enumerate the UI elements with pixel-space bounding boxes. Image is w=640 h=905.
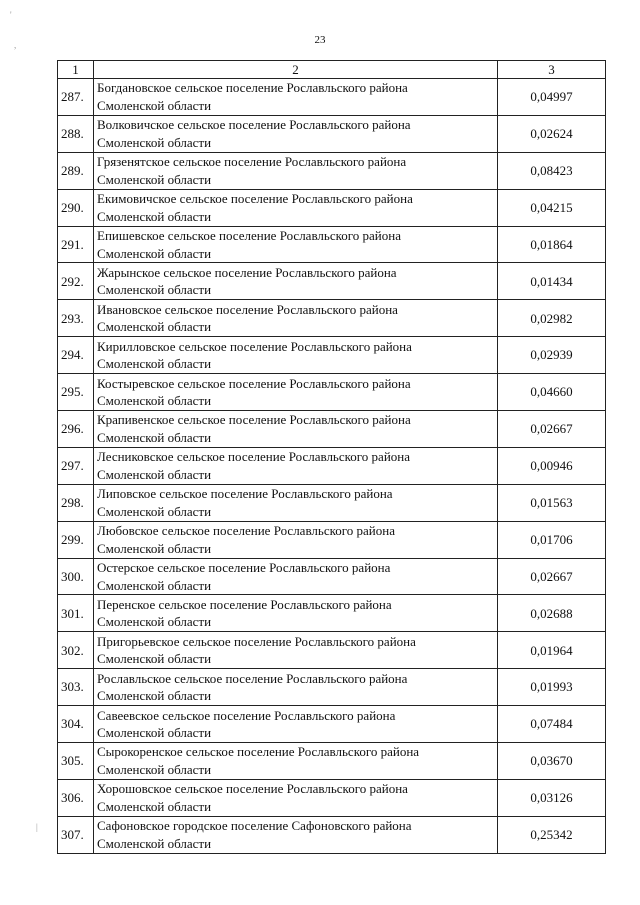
coefficient-value: 0,02667 [498, 558, 606, 595]
settlement-name-cell [94, 779, 498, 816]
settlement-name-cell [94, 411, 498, 448]
settlement-name-cell [94, 669, 498, 706]
settlement-name-line1: Савеевское сельское поселение Рославльского района [97, 707, 396, 723]
table-body [58, 79, 606, 854]
settlement-name-line1: Епишевское сельское поселение Рославльского района [97, 228, 401, 243]
settlement-name-line2: Смоленской области [97, 171, 212, 187]
row-number: 291. [58, 226, 94, 263]
coefficient-value: 0,03670 [498, 743, 606, 780]
coefficient-value: 0,02667 [498, 411, 606, 448]
settlement-name-cell [94, 706, 498, 743]
coefficient-value: 0,25342 [498, 816, 606, 853]
margin-mark: ' [10, 10, 12, 20]
table-row [58, 743, 606, 780]
table-row [58, 706, 606, 743]
row-number: 302. [58, 632, 94, 669]
settlement-name-cell [94, 595, 498, 632]
margin-mark: , [14, 40, 17, 50]
column-header: 2 [94, 61, 498, 79]
settlement-name-line2: Смоленской области [97, 134, 212, 150]
table-row [58, 79, 606, 116]
settlement-name-line1: Ивановское сельское поселение Рославльского района [97, 301, 398, 317]
settlement-name-line1: Остерское сельское поселение Рославльского района [97, 560, 391, 576]
settlement-name-cell [94, 447, 498, 484]
settlement-name-line1: Любовское сельское поселение Рославльского района [97, 523, 395, 539]
table-row [58, 447, 606, 484]
table-row [58, 521, 606, 558]
row-number: 287. [58, 79, 94, 116]
row-number: 297. [58, 447, 94, 484]
table-row [58, 337, 606, 374]
settlement-name-line2: Смоленской области [97, 208, 212, 224]
row-number: 295. [58, 374, 94, 411]
settlement-name-cell [94, 300, 498, 337]
table-row [58, 484, 606, 521]
row-number: 288. [58, 115, 94, 152]
settlement-name-line2: Смоленской области [97, 282, 212, 298]
coefficient-value: 0,08423 [498, 152, 606, 189]
settlement-name-line2: Смоленской области [97, 577, 212, 593]
coefficient-value: 0,01864 [498, 226, 606, 263]
settlement-name-line1: Пригорьевское сельское поселение Рославльского района [97, 633, 416, 649]
row-number: 299. [58, 521, 94, 558]
row-number: 307. [58, 816, 94, 853]
coefficient-value: 0,01993 [498, 669, 606, 706]
settlement-name-cell [94, 152, 498, 189]
settlement-name-line2: Смоленской области [97, 429, 212, 445]
table-row [58, 374, 606, 411]
table-row [58, 226, 606, 263]
coefficient-value: 0,02624 [498, 115, 606, 152]
coefficient-value: 0,01964 [498, 632, 606, 669]
settlement-name-line1: Лесниковское сельское поселение Рославльского района [97, 449, 410, 465]
row-number: 298. [58, 484, 94, 521]
settlement-name-cell [94, 374, 498, 411]
row-number: 303. [58, 669, 94, 706]
settlement-name-cell [94, 521, 498, 558]
row-number: 294. [58, 337, 94, 374]
settlement-name-line2: Смоленской области [97, 540, 212, 556]
settlement-name-cell [94, 189, 498, 226]
settlement-name-cell [94, 632, 498, 669]
data-table [57, 60, 606, 854]
settlement-name-line2: Смоленской области [97, 688, 212, 704]
row-number: 300. [58, 558, 94, 595]
coefficient-value: 0,02939 [498, 337, 606, 374]
coefficient-value: 0,02688 [498, 595, 606, 632]
settlement-name-line2: Смоленской области [97, 614, 212, 630]
settlement-name-line2: Смоленской области [97, 651, 212, 667]
table-row [58, 300, 606, 337]
settlement-name-line1: Перенское сельское поселение Рославльского района [97, 596, 392, 612]
settlement-name-line2: Смоленской области [97, 503, 212, 519]
settlement-name-cell [94, 226, 498, 263]
settlement-name-line2: Смоленской области [97, 725, 212, 741]
margin-mark: | [36, 822, 38, 832]
row-number: 290. [58, 189, 94, 226]
settlement-name-line2: Смоленской области [97, 466, 212, 482]
table-row [58, 115, 606, 152]
settlement-name-cell [94, 115, 498, 152]
table-row [58, 411, 606, 448]
settlement-name-line1: Сафоновское городское поселение Сафоновского района [97, 818, 412, 834]
table-row [58, 779, 606, 816]
settlement-name-line1: Крапивенское сельское поселение Рославльского района [97, 412, 411, 428]
table-row [58, 816, 606, 853]
coefficient-value: 0,04660 [498, 374, 606, 411]
coefficient-value: 0,01706 [498, 521, 606, 558]
settlement-name-line1: Костыревское сельское поселение Рославльского района [97, 375, 411, 391]
settlement-name-cell [94, 263, 498, 300]
row-number: 306. [58, 779, 94, 816]
coefficient-value: 0,04997 [498, 79, 606, 116]
row-number: 301. [58, 595, 94, 632]
row-number: 292. [58, 263, 94, 300]
table-row [58, 152, 606, 189]
coefficient-value: 0,03126 [498, 779, 606, 816]
settlement-name-line2: Смоленской области [97, 835, 212, 851]
settlement-name-line2: Смоленской области [97, 319, 212, 335]
table-row [58, 189, 606, 226]
settlement-name-cell [94, 558, 498, 595]
table-header-row [58, 61, 606, 79]
table-row [58, 632, 606, 669]
settlement-name-cell [94, 816, 498, 853]
page-number: 23 [314, 34, 326, 46]
settlement-name-line2: Смоленской области [97, 245, 212, 261]
settlement-name-line1: Рославльское сельское поселение Рославльского района [97, 670, 408, 686]
settlement-name-line1: Кирилловское сельское поселение Рославльского района [97, 338, 412, 354]
settlement-name-line1: Богдановское сельское поселение Рославльского района [97, 80, 408, 96]
coefficient-value: 0,02982 [498, 300, 606, 337]
row-number: 305. [58, 743, 94, 780]
settlement-name-line2: Смоленской области [97, 393, 212, 409]
row-number: 296. [58, 411, 94, 448]
settlement-name-line2: Смоленской области [97, 798, 212, 814]
settlement-name-line1: Грязенятское сельское поселение Рославльского района [97, 154, 407, 170]
coefficient-value: 0,00946 [498, 447, 606, 484]
settlement-name-line1: Жарынское сельское поселение Рославльского района [97, 264, 397, 280]
coefficient-value: 0,01563 [498, 484, 606, 521]
coefficient-value: 0,01434 [498, 263, 606, 300]
settlement-name-line1: Хорошовское сельское поселение Рославльского района [97, 781, 408, 797]
settlement-name-line2: Смоленской области [97, 761, 212, 777]
column-header: 3 [498, 61, 606, 79]
settlement-name-line1: Волковичское сельское поселение Рославльского района [97, 117, 411, 133]
coefficient-value: 0,07484 [498, 706, 606, 743]
row-number: 293. [58, 300, 94, 337]
settlement-name-cell [94, 743, 498, 780]
coefficient-value: 0,04215 [498, 189, 606, 226]
settlement-name-line2: Смоленской области [97, 356, 212, 372]
table-row [58, 558, 606, 595]
settlement-name-cell [94, 79, 498, 116]
settlement-name-cell [94, 484, 498, 521]
table-row [58, 669, 606, 706]
row-number: 289. [58, 152, 94, 189]
settlement-name-line1: Липовское сельское поселение Рославльского района [97, 486, 393, 502]
settlement-name-line2: Смоленской области [97, 97, 212, 113]
table-row [58, 263, 606, 300]
column-header: 1 [58, 61, 94, 79]
settlement-name-line1: Екимовичское сельское поселение Рославльского района [97, 191, 413, 207]
row-number: 304. [58, 706, 94, 743]
settlement-name-cell [94, 337, 498, 374]
settlement-name-line1: Сырокоренское сельское поселение Рославльского района [97, 744, 420, 760]
table-row [58, 595, 606, 632]
